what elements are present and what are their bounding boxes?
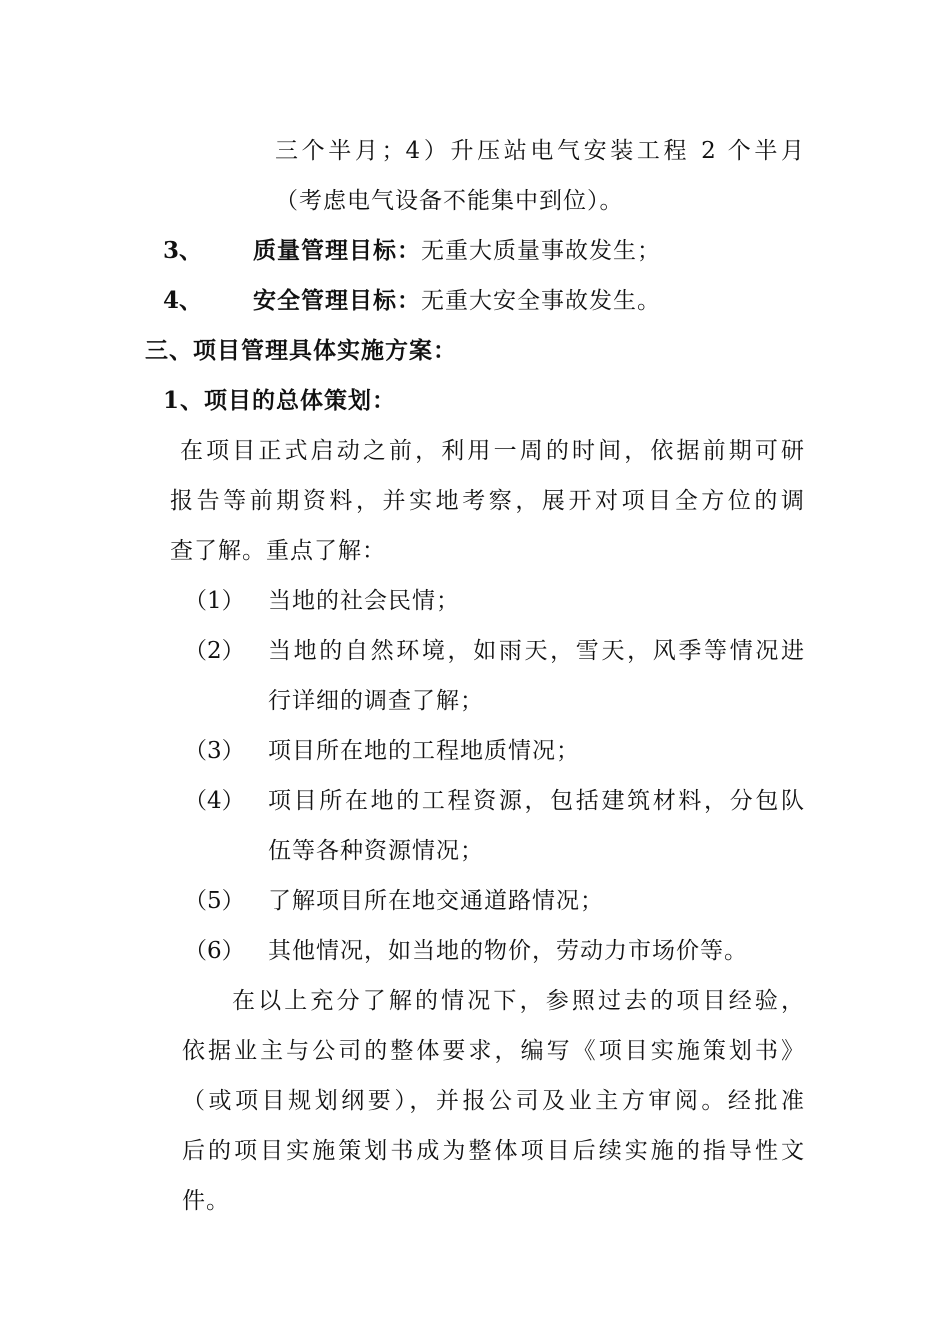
- goal-label: 安全管理目标：: [253, 287, 421, 314]
- subsection-heading: 1、项目的总体策划：: [163, 387, 397, 414]
- goal-item-safety: [253, 286, 661, 316]
- continuation-line-2: （考虑电气设备不能集中到位）。: [275, 188, 624, 214]
- list-item: 了解项目所在地交通道路情况；: [268, 888, 604, 914]
- closing-line-5: 件。: [182, 1188, 230, 1214]
- list-item-number: （3）: [184, 738, 245, 764]
- list-item-number: （2）: [184, 638, 245, 664]
- list-item: 当地的社会民情；: [268, 588, 460, 614]
- goal-number: 3、: [163, 237, 203, 264]
- closing-line-2: 依据业主与公司的整体要求，编写《项目实施策划书》: [182, 1038, 805, 1064]
- closing-line-4: 后的项目实施策划书成为整体项目后续实施的指导性文: [182, 1138, 805, 1164]
- closing-line-3: （或项目规划纲要），并报公司及业主方审阅。经批准: [182, 1088, 805, 1114]
- list-item-continuation: 行详细的调查了解；: [268, 688, 484, 714]
- list-item-number: （5）: [184, 888, 245, 914]
- list-item: 当地的自然环境，如雨天，雪天，风季等情况进: [268, 638, 805, 664]
- goal-label: 质量管理目标：: [253, 237, 421, 264]
- intro-line-3: 查了解。重点了解：: [170, 538, 386, 564]
- list-item-number: （4）: [184, 788, 245, 814]
- list-item-number: （6）: [184, 938, 245, 964]
- goal-number: 4、: [163, 287, 203, 314]
- goal-item-quality: [253, 236, 661, 266]
- list-item: 其他情况，如当地的物价，劳动力市场价等。: [268, 938, 748, 964]
- intro-line-2: 报告等前期资料，并实地考察，展开对项目全方位的调: [170, 488, 805, 514]
- closing-line-1: 在以上充分了解的情况下，参照过去的项目经验，: [232, 988, 805, 1014]
- list-item: 项目所在地的工程资源，包括建筑材料，分包队: [268, 788, 805, 814]
- intro-line-1: 在项目正式启动之前，利用一周的时间，依据前期可研: [180, 438, 805, 464]
- goal-text: 无重大安全事故发生。: [421, 288, 661, 314]
- goal-text: 无重大质量事故发生；: [421, 238, 661, 264]
- section-heading: 三、项目管理具体实施方案：: [145, 337, 457, 364]
- list-item-continuation: 伍等各种资源情况；: [268, 838, 484, 864]
- continuation-line-1: 三个半月；4）升压站电气安装工程 2 个半月: [275, 138, 805, 164]
- list-item: 项目所在地的工程地质情况；: [268, 738, 580, 764]
- list-item-number: （1）: [184, 588, 245, 614]
